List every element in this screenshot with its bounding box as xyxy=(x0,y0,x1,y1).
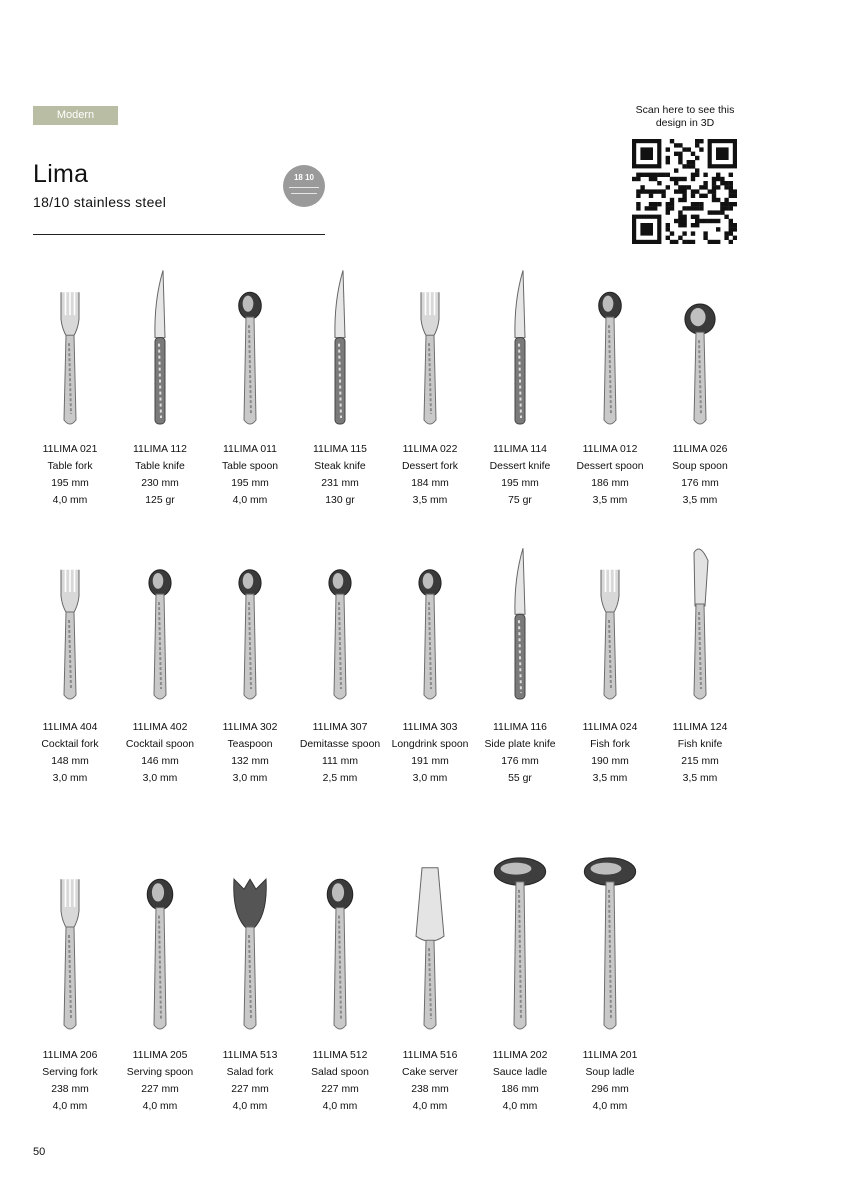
product-spec: 3,0 mm xyxy=(142,773,178,784)
knife-icon xyxy=(475,262,565,430)
page-number: 50 xyxy=(33,1146,46,1158)
product-name: Longdrink spoon xyxy=(391,739,469,750)
qr-caption-line2: design in 3D xyxy=(655,117,715,129)
product-length: 146 mm xyxy=(141,756,179,767)
product-spec: 75 gr xyxy=(508,495,532,506)
product-spec: 125 gr xyxy=(145,495,175,506)
product-code: 11LIMA 114 xyxy=(493,444,547,455)
fork-icon xyxy=(25,540,115,705)
product-spec: 4,0 mm xyxy=(592,1101,628,1112)
product-spec: 3,0 mm xyxy=(232,773,268,784)
product-code: 11LIMA 404 xyxy=(42,722,98,733)
product-spec: 4,0 mm xyxy=(322,1101,358,1112)
product-name: Dessert spoon xyxy=(576,461,644,472)
product-length: 111 mm xyxy=(322,756,358,767)
product-spec: 3,5 mm xyxy=(592,495,628,506)
product-code: 11LIMA 302 xyxy=(222,722,278,733)
product-code: 11LIMA 012 xyxy=(582,444,638,455)
product-name: Sauce ladle xyxy=(492,1067,548,1078)
product-spec: 3,0 mm xyxy=(52,773,88,784)
category-tag: Modern xyxy=(33,106,118,125)
product-code: 11LIMA 021 xyxy=(42,444,98,455)
product-spec: 130 gr xyxy=(325,495,355,506)
page-subtitle: 18/10 stainless steel xyxy=(33,194,167,210)
product-name: Fish fork xyxy=(590,739,630,750)
product-length: 227 mm xyxy=(321,1084,359,1095)
product-length: 132 mm xyxy=(231,756,269,767)
product-name: Table knife xyxy=(135,461,185,472)
product-name: Demitasse spoon xyxy=(299,739,381,750)
product-name: Serving fork xyxy=(42,1067,98,1078)
spoon-icon xyxy=(385,540,475,705)
product-length: 190 mm xyxy=(591,756,629,767)
knife-icon xyxy=(115,262,205,430)
product-length: 186 mm xyxy=(591,478,629,489)
product-length: 186 mm xyxy=(501,1084,539,1095)
product-length: 148 mm xyxy=(51,756,89,767)
product-code: 11LIMA 112 xyxy=(133,444,187,455)
product-code: 11LIMA 516 xyxy=(402,1050,458,1061)
product-length: 191 mm xyxy=(411,756,449,767)
qr-code-icon[interactable] xyxy=(632,139,737,244)
product-spec: 3,5 mm xyxy=(412,495,448,506)
soup-spoon-icon xyxy=(655,262,745,430)
product-name: Fish knife xyxy=(677,739,723,750)
product-spec: 3,0 mm xyxy=(412,773,448,784)
product-length: 195 mm xyxy=(231,478,269,489)
product-length: 227 mm xyxy=(231,1084,269,1095)
product-length: 238 mm xyxy=(51,1084,89,1095)
spoon-icon xyxy=(295,540,385,705)
product-spec: 55 gr xyxy=(508,773,532,784)
product-length: 231 mm xyxy=(321,478,359,489)
spoon-icon xyxy=(205,262,295,430)
fork-icon xyxy=(385,262,475,430)
product-name: Table fork xyxy=(47,461,93,472)
product-spec: 3,5 mm xyxy=(682,773,718,784)
qr-caption xyxy=(620,104,750,130)
steel-grade-badge-icon xyxy=(283,165,325,207)
fish-knife-icon xyxy=(655,540,745,705)
product-code: 11LIMA 026 xyxy=(672,444,728,455)
title-divider xyxy=(33,234,325,235)
qr-caption-line1: Scan here to see this xyxy=(635,104,735,116)
spoon-icon xyxy=(295,845,385,1035)
product-spec: 3,5 mm xyxy=(682,495,718,506)
product-length: 230 mm xyxy=(141,478,179,489)
product-length: 215 mm xyxy=(681,756,719,767)
product-code: 11LIMA 124 xyxy=(672,722,728,733)
product-spec: 2,5 mm xyxy=(322,773,358,784)
ladle-icon xyxy=(475,845,565,1035)
product-name: Cocktail spoon xyxy=(125,739,195,750)
fork-icon xyxy=(25,262,115,430)
product-spec: 4,0 mm xyxy=(52,1101,88,1112)
product-name: Cake server xyxy=(401,1067,458,1078)
product-code: 11LIMA 307 xyxy=(312,722,368,733)
page-title: Lima xyxy=(33,160,89,188)
product-length: 184 mm xyxy=(411,478,449,489)
product-spec: 3,5 mm xyxy=(592,773,628,784)
product-code: 11LIMA 115 xyxy=(313,444,367,455)
spoon-icon xyxy=(565,262,655,430)
spoon-icon xyxy=(115,540,205,705)
product-spec: 4,0 mm xyxy=(142,1101,178,1112)
product-name: Serving spoon xyxy=(126,1067,194,1078)
product-length: 296 mm xyxy=(591,1084,629,1095)
product-code: 11LIMA 201 xyxy=(582,1050,638,1061)
product-spec: 4,0 mm xyxy=(52,495,88,506)
product-name: Table spoon xyxy=(221,461,279,472)
product-length: 238 mm xyxy=(411,1084,449,1095)
product-length: 227 mm xyxy=(141,1084,179,1095)
product-code: 11LIMA 024 xyxy=(582,722,638,733)
product-code: 11LIMA 202 xyxy=(492,1050,548,1061)
product-code: 11LIMA 022 xyxy=(402,444,458,455)
fork-icon xyxy=(565,540,655,705)
knife-icon xyxy=(295,262,385,430)
product-spec: 4,0 mm xyxy=(232,1101,268,1112)
product-code: 11LIMA 011 xyxy=(223,444,277,455)
product-code: 11LIMA 116 xyxy=(493,722,547,733)
product-name: Dessert fork xyxy=(401,461,458,472)
product-spec: 4,0 mm xyxy=(232,495,268,506)
product-code: 11LIMA 512 xyxy=(312,1050,368,1061)
product-length: 176 mm xyxy=(501,756,539,767)
spoon-icon xyxy=(115,845,205,1035)
fork-icon xyxy=(25,845,115,1035)
product-length: 195 mm xyxy=(51,478,89,489)
product-code: 11LIMA 303 xyxy=(402,722,458,733)
salad-fork-icon xyxy=(205,845,295,1035)
product-spec: 4,0 mm xyxy=(502,1101,538,1112)
product-spec: 4,0 mm xyxy=(412,1101,448,1112)
product-name: Teaspoon xyxy=(227,739,273,750)
product-name: Salad spoon xyxy=(311,1067,369,1078)
product-length: 176 mm xyxy=(681,478,719,489)
spoon-icon xyxy=(205,540,295,705)
product-name: Soup spoon xyxy=(672,461,728,472)
knife-icon xyxy=(475,540,565,705)
badge-text: 18 10 xyxy=(293,173,315,182)
product-length: 195 mm xyxy=(501,478,539,489)
product-code: 11LIMA 513 xyxy=(222,1050,278,1061)
ladle-icon xyxy=(565,845,655,1035)
cake-server-icon xyxy=(385,845,475,1035)
product-name: Salad fork xyxy=(226,1067,274,1078)
product-code: 11LIMA 205 xyxy=(132,1050,188,1061)
product-code: 11LIMA 402 xyxy=(132,722,188,733)
product-name: Side plate knife xyxy=(484,739,556,750)
product-name: Soup ladle xyxy=(585,1067,635,1078)
product-name: Dessert knife xyxy=(489,461,551,472)
product-code: 11LIMA 206 xyxy=(42,1050,98,1061)
product-name: Steak knife xyxy=(314,461,366,472)
product-name: Cocktail fork xyxy=(41,739,99,750)
